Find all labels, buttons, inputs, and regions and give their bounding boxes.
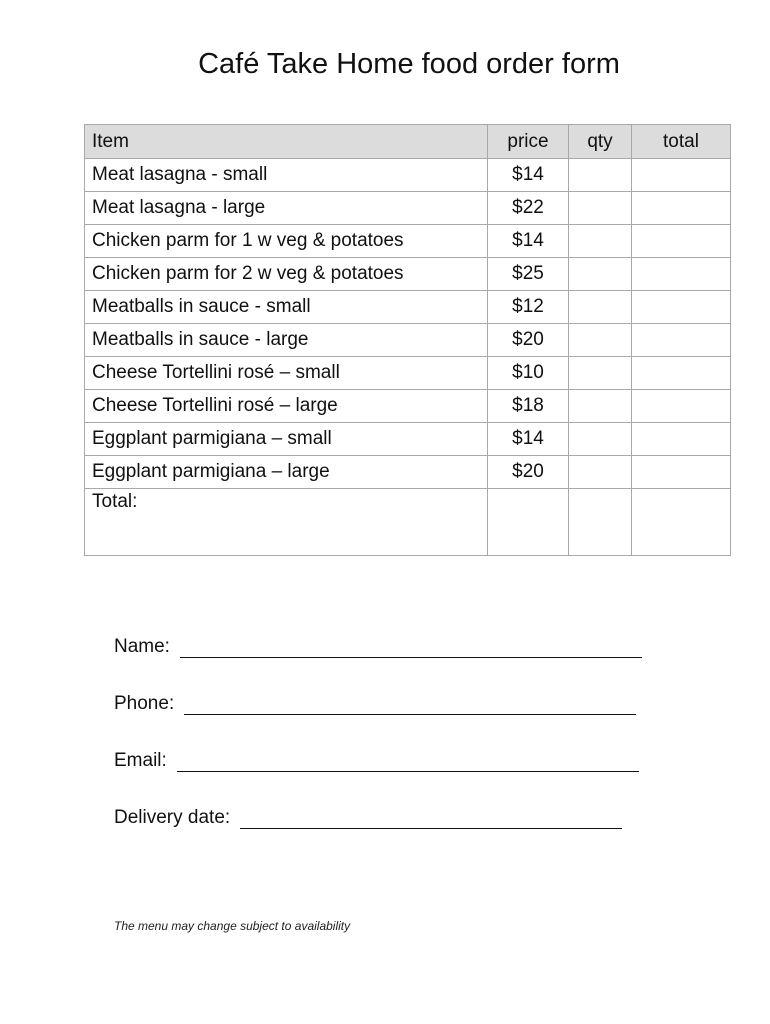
page-title: Café Take Home food order form (198, 48, 620, 80)
table-row (85, 357, 731, 390)
total-cell[interactable] (632, 390, 731, 423)
qty-cell[interactable] (569, 159, 632, 192)
grand-total-label: Total: (85, 489, 488, 556)
table-row (85, 324, 731, 357)
qty-cell[interactable] (569, 192, 632, 225)
total-cell[interactable] (632, 159, 731, 192)
table-row (85, 291, 731, 324)
item-name: Cheese Tortellini rosé – large (85, 390, 488, 423)
table-row (85, 456, 731, 489)
item-price: $14 (488, 423, 569, 456)
table-row (85, 225, 731, 258)
qty-cell[interactable] (569, 258, 632, 291)
header-item: Item (85, 125, 488, 159)
item-name: Chicken parm for 2 w veg & potatoes (85, 258, 488, 291)
header-qty: qty (569, 125, 632, 159)
delivery-date-field (114, 807, 622, 829)
total-cell[interactable] (632, 258, 731, 291)
item-price: $18 (488, 390, 569, 423)
name-input-line[interactable] (180, 639, 642, 658)
qty-cell[interactable] (569, 390, 632, 423)
qty-cell[interactable] (569, 291, 632, 324)
item-price: $20 (488, 324, 569, 357)
item-price: $22 (488, 192, 569, 225)
grand-total-row (85, 489, 731, 556)
email-input-line[interactable] (177, 753, 639, 772)
email-label: Email: (114, 750, 167, 771)
order-table (84, 124, 731, 556)
table-row (85, 192, 731, 225)
total-cell[interactable] (632, 324, 731, 357)
table-row (85, 423, 731, 456)
grand-total-price-cell[interactable] (488, 489, 569, 556)
availability-note: The menu may change subject to availability (114, 919, 351, 933)
table-row (85, 390, 731, 423)
total-cell[interactable] (632, 225, 731, 258)
name-label: Name: (114, 636, 170, 657)
total-cell[interactable] (632, 357, 731, 390)
phone-input-line[interactable] (184, 696, 636, 715)
grand-total-qty-cell[interactable] (569, 489, 632, 556)
email-field (114, 750, 639, 772)
qty-cell[interactable] (569, 357, 632, 390)
name-field (114, 636, 642, 658)
item-price: $10 (488, 357, 569, 390)
item-name: Meatballs in sauce - large (85, 324, 488, 357)
qty-cell[interactable] (569, 423, 632, 456)
qty-cell[interactable] (569, 456, 632, 489)
grand-total-cell[interactable] (632, 489, 731, 556)
item-name: Eggplant parmigiana – large (85, 456, 488, 489)
table-row (85, 159, 731, 192)
total-cell[interactable] (632, 291, 731, 324)
total-cell[interactable] (632, 456, 731, 489)
item-name: Chicken parm for 1 w veg & potatoes (85, 225, 488, 258)
item-price: $25 (488, 258, 569, 291)
delivery-date-label: Delivery date: (114, 807, 231, 828)
item-price: $14 (488, 225, 569, 258)
item-price: $14 (488, 159, 569, 192)
total-cell[interactable] (632, 423, 731, 456)
qty-cell[interactable] (569, 324, 632, 357)
phone-label: Phone: (114, 693, 175, 714)
header-total: total (632, 125, 731, 159)
phone-field (114, 693, 636, 715)
item-name: Cheese Tortellini rosé – small (85, 357, 488, 390)
table-row (85, 258, 731, 291)
item-price: $12 (488, 291, 569, 324)
item-price: $20 (488, 456, 569, 489)
item-name: Meat lasagna - large (85, 192, 488, 225)
item-name: Eggplant parmigiana – small (85, 423, 488, 456)
item-name: Meat lasagna - small (85, 159, 488, 192)
qty-cell[interactable] (569, 225, 632, 258)
item-name: Meatballs in sauce - small (85, 291, 488, 324)
table-header-row (85, 125, 731, 159)
total-cell[interactable] (632, 192, 731, 225)
header-price: price (488, 125, 569, 159)
delivery-date-input-line[interactable] (240, 810, 622, 829)
